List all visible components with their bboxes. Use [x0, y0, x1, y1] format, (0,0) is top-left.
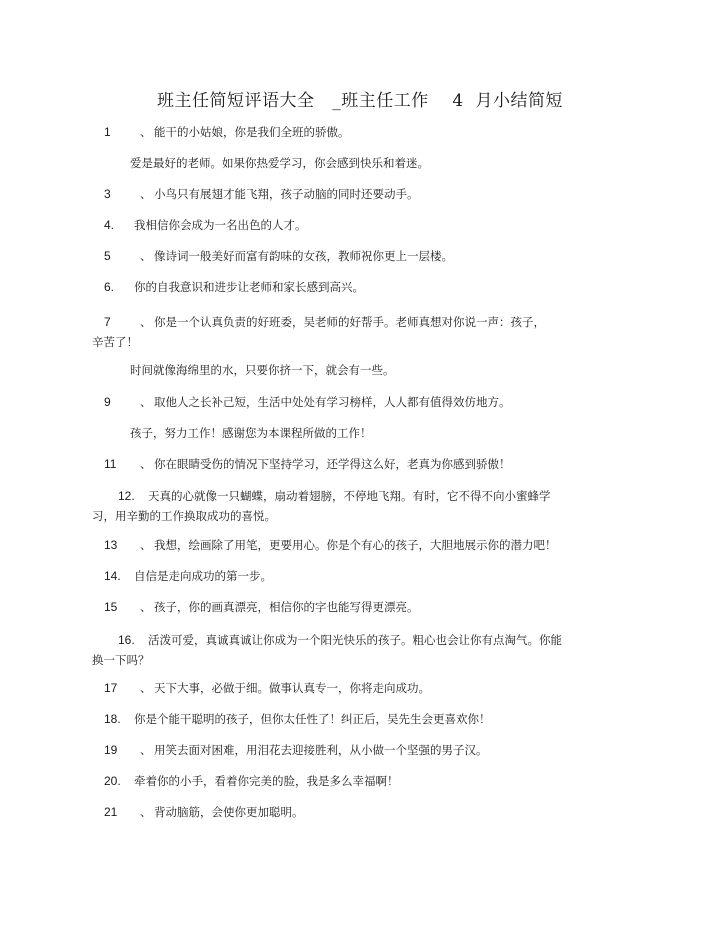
item-text: 你是个能干聪明的孩子，但你太任性了！纠正后，吴先生会更喜欢你！ [134, 712, 491, 726]
item-text: 像诗词一般美好而富有韵味的女孩，教师祝你更上一层楼。 [154, 249, 453, 263]
item-number: 15 [104, 600, 118, 614]
item-text: 活泼可爱，真诚真诚让你成为一个阳光快乐的孩子。粗心也会让你有点淘气。你能换一下吗？ [92, 633, 562, 667]
item-separator: 、 [140, 125, 152, 139]
page-title: 班主任简短评语大全 _班主任工作 4 月小结简短 [157, 91, 563, 111]
item-number: 12. [118, 489, 135, 503]
list-item [104, 454, 564, 474]
item-text: 天真的心就像一只蝴蝶，扇动着翅膀，不停地飞翔。有时，它不得不向小蜜蜂学习，用辛勤的工作换取成功的喜悦。 [92, 489, 551, 523]
item-number: 11 [104, 457, 117, 471]
item-text: 能干的小姑娘，你是我们全班的骄傲。 [154, 125, 350, 139]
list-item [92, 312, 552, 352]
item-number: 18. [104, 712, 121, 726]
item-separator: 、 [140, 743, 152, 757]
item-number: 6. [104, 280, 115, 294]
list-item [104, 122, 564, 142]
item-separator: 、 [140, 805, 152, 819]
item-number: 5 [104, 249, 111, 263]
list-item [104, 802, 564, 822]
item-number: 13 [104, 538, 118, 552]
item-text: 天下大事，必做于细。做事认真专一，你将走向成功。 [154, 681, 430, 695]
list-item [104, 392, 564, 412]
item-separator: 、 [140, 187, 152, 201]
item-number: 21 [104, 805, 118, 819]
item-text: 我想，绘画除了用笔，更要用心。你是个有心的孩子，大胆地展示你的潜力吧！ [154, 538, 557, 552]
item-number: 4. [104, 218, 115, 232]
item-number: 20. [104, 774, 121, 788]
list-item [104, 709, 564, 729]
item-number: 3 [104, 187, 111, 201]
item-number: 14. [104, 569, 121, 583]
item-number: 16. [118, 633, 135, 647]
item-separator: 、 [140, 395, 152, 409]
list-item [104, 597, 564, 617]
list-item [104, 423, 564, 443]
item-text: 我相信你会成为一名出色的人才。 [134, 218, 307, 232]
item-text: 用笑去面对困难，用泪花去迎接胜利，从小做一个坚强的男子汉。 [154, 743, 488, 757]
item-separator: 、 [140, 681, 152, 695]
item-number: 17 [104, 681, 118, 695]
list-item [104, 277, 564, 297]
list-item [104, 771, 564, 791]
list-item [104, 153, 564, 173]
list-item [104, 535, 564, 555]
item-text: 孩子，努力工作！感谢您为本课程所做的工作！ [130, 426, 372, 440]
list-item [104, 566, 564, 586]
item-number: 1 [104, 125, 111, 139]
list-item [104, 360, 564, 380]
list-item [104, 740, 564, 760]
item-text: 时间就像海绵里的水，只要你挤一下，就会有一些。 [130, 363, 395, 377]
item-number: 19 [104, 743, 118, 757]
item-text: 自信是走向成功的第一步。 [134, 569, 272, 583]
item-text: 牵着你的小手，看着你完美的脸，我是多么幸福啊！ [134, 774, 399, 788]
item-separator: 、 [140, 600, 152, 614]
item-text: 你在眼睛受伤的情况下坚持学习，还学得这么好，老真为你感到骄傲！ [154, 457, 511, 471]
item-text: 取他人之长补己短，生活中处处有学习榜样，人人都有值得效仿地方。 [154, 395, 511, 409]
item-text: 你的自我意识和进步让老师和家长感到高兴。 [134, 280, 364, 294]
item-number: 9 [104, 395, 111, 409]
item-text: 背动脑筋，会使你更加聪明。 [154, 805, 304, 819]
list-item [92, 486, 564, 526]
item-text: 你是一个认真负责的好班委，吴老师的好帮手。老师真想对你说一声：孩子，辛苦了！ [92, 315, 545, 349]
list-item [104, 184, 564, 204]
list-item [104, 246, 564, 266]
item-separator: 、 [140, 457, 152, 471]
item-separator: 、 [140, 315, 152, 329]
item-number: 7 [104, 315, 111, 329]
item-text: 小鸟只有展翅才能飞翔，孩子动脑的同时还要动手。 [154, 187, 419, 201]
item-separator: 、 [140, 249, 152, 263]
list-item [104, 215, 564, 235]
list-item [104, 678, 564, 698]
item-text: 孩子，你的画真漂亮，相信你的字也能写得更漂亮。 [154, 600, 419, 614]
item-text: 爱是最好的老师。如果你热爱学习，你会感到快乐和着迷。 [130, 156, 429, 170]
list-item [92, 630, 564, 670]
item-separator: 、 [140, 538, 152, 552]
